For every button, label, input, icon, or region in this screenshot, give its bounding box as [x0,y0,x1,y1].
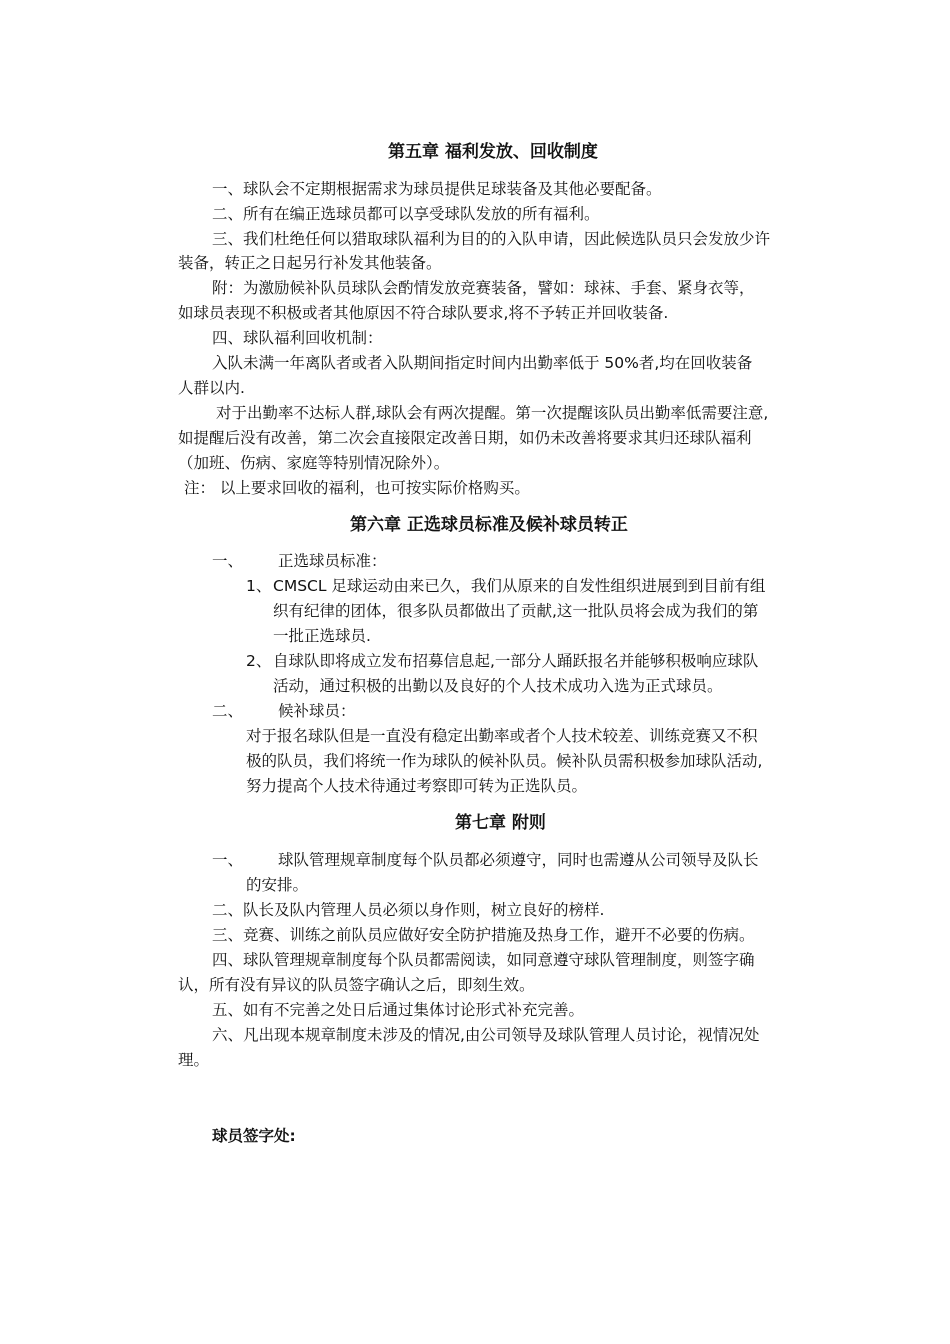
chapter6-substitute-line1: 对于报名球队但是一直没有稳定出勤率或者个人技术较差、训练竞赛又不积 [246,727,758,745]
chapter6-section1-label: 正选球员标准： [278,552,387,570]
chapter7-rule1-line2: 的安排。 [246,876,309,894]
chapter6-section1-number: 一、 [212,552,244,570]
chapter7-rule5: 五、如有不完善之处日后通过集体讨论形式补充完善。 [212,1001,585,1019]
chapter7-rule4-line1: 四、球队管理规章制度每个队员都需阅读，如同意遵守球队管理制度，则签字确 [212,951,755,969]
chapter6-item2-number: 2、 [246,652,272,670]
chapter5-recall-line2: 人群以内. [178,379,245,397]
chapter7-rule1-number: 一、 [212,851,244,869]
chapter6-item1-line1: CMSCL 足球运动由来已久，我们从原来的自发性组织进展到到目前有组 [273,577,766,595]
chapter6-item2-line2: 活动，通过积极的出勤以及良好的个人技术成功入选为正式球员。 [273,677,723,695]
chapter6-section2-number: 二、 [212,702,244,720]
chapter7-rule1-line1: 球队管理规章制度每个队员都必须遵守，同时也需遵从公司领导及队长 [278,851,759,869]
chapter7-title: 第七章 附则 [455,813,546,833]
chapter5-reminder-line2: 如提醒后没有改善，第二次会直接限定改善日期，如仍未改善将要求其归还球队福利 [178,429,752,447]
chapter6-title: 第六章 正选球员标准及候补球员转正 [350,515,628,535]
chapter5-note-line1: 附：为激励候补队员球队会酌情发放竞赛装备，譬如：球袜、手套、紧身衣等， [212,279,755,297]
chapter6-item1-line3: 一批正选球员. [273,627,371,645]
chapter7-rule2: 二、队长及队内管理人员必须以身作则，树立良好的榜样. [212,901,605,919]
chapter6-item1-number: 1、 [246,577,272,595]
chapter7-rule6-line2: 理。 [178,1051,210,1069]
chapter6-section2-label: 候补球员： [278,702,356,720]
signature-label: 球员签字处: [212,1127,296,1145]
chapter7-rule6-line1: 六、凡出现本规章制度未涉及的情况,由公司领导及球队管理人员讨论，视情况处 [212,1026,760,1044]
chapter6-item1-line2: 织有纪律的团体，很多队员都做出了贡献,这一批队员将会成为我们的第 [273,602,759,620]
chapter5-item4: 四、球队福利回收机制： [212,329,383,347]
chapter5-title: 第五章 福利发放、回收制度 [388,142,598,162]
chapter5-footnote: 注： 以上要求回收的福利，也可按实际价格购买。 [184,479,530,497]
chapter5-reminder-line1: 对于出勤率不达标人群,球队会有两次提醒。第一次提醒该队员出勤率低需要注意, [216,404,769,422]
chapter7-rule3: 三、竞赛、训练之前队员应做好安全防护措施及热身工作，避开不必要的伤病。 [212,926,755,944]
chapter5-item3-line1: 三、我们杜绝任何以猎取球队福利为目的的入队申请，因此候选队员只会发放少许 [212,230,771,248]
chapter5-reminder-line3: （加班、伤病、家庭等特别情况除外）。 [178,454,450,472]
chapter5-item2: 二、所有在编正选球员都可以享受球队发放的所有福利。 [212,205,600,223]
chapter5-recall-line1: 入队未满一年离队者或者入队期间指定时间内出勤率低于 50%者,均在回收装备 [212,354,753,372]
chapter7-rule4-line2: 认，所有没有异议的队员签字确认之后，即刻生效。 [178,976,535,994]
chapter5-item3-line2: 装备，转正之日起另行补发其他装备。 [178,254,442,272]
chapter6-substitute-line2: 极的队员，我们将统一作为球队的候补队员。候补队员需积极参加球队活动, [246,752,763,770]
chapter6-substitute-line3: 努力提高个人技术待通过考察即可转为正选队员。 [246,777,588,795]
chapter6-item2-line1: 自球队即将成立发布招募信息起,一部分人踊跃报名并能够积极响应球队 [273,652,759,670]
chapter5-note-line2: 如球员表现不积极或者其他原因不符合球队要求,将不予转正并回收装备. [178,304,669,322]
chapter5-item1: 一、球队会不定期根据需求为球员提供足球装备及其他必要配备。 [212,180,662,198]
